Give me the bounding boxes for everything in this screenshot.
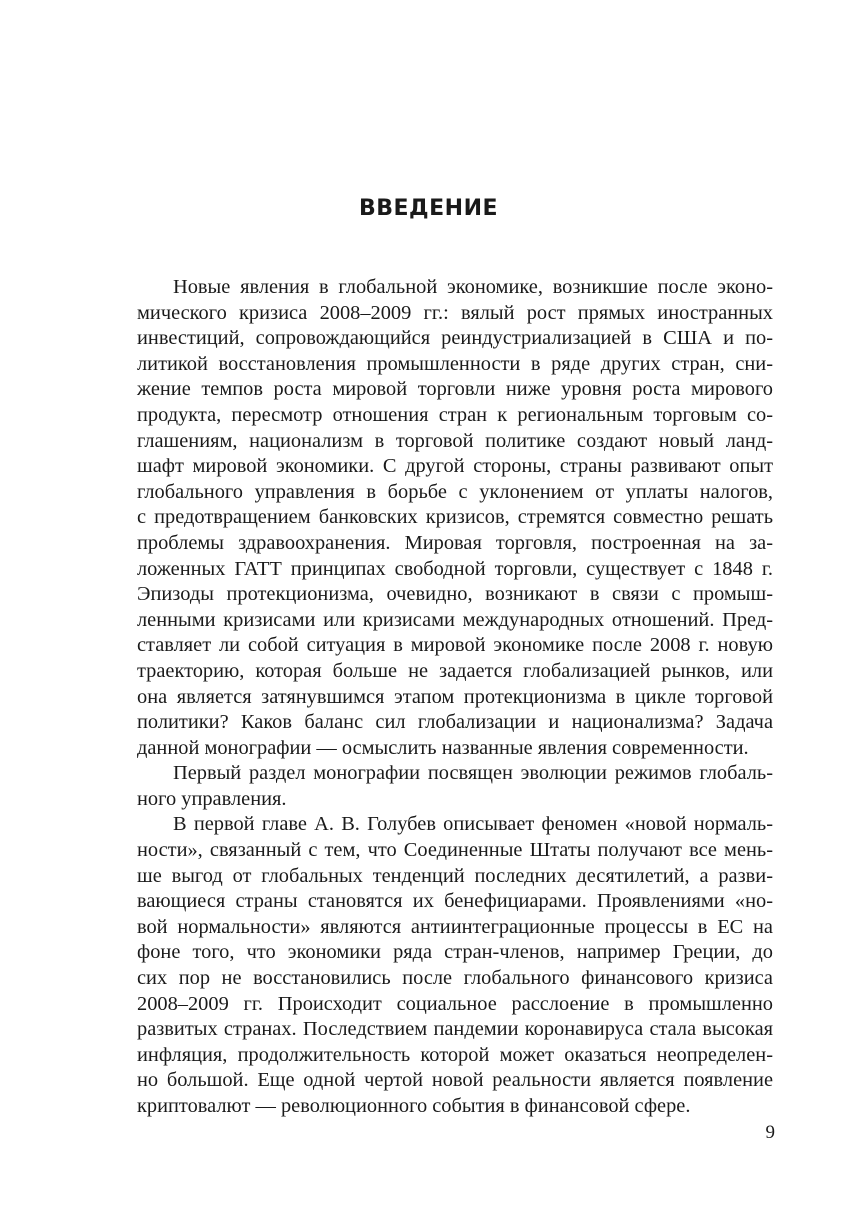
text-line: фоне того, что экономики ряда стран-членов, например Греции, до	[137, 941, 773, 964]
text-line: 2008–2009 гг. Происходит социальное расслоение в промышленно	[137, 992, 773, 1015]
paragraph	[101, 812, 773, 1119]
text-line: проблемы здравоохранения. Мировая торговля, построенная на за-	[137, 531, 773, 554]
text-line: инфляция, продолжительность которой может оказаться неопределен-	[137, 1043, 773, 1066]
page-number: 9	[765, 1122, 775, 1143]
text-line: данной монографии — осмыслить названные явления современности.	[137, 736, 749, 759]
text-line: мического кризиса 2008–2009 гг.: вялый рост прямых иностранных	[137, 301, 773, 324]
text-line: Новые явления в глобальной экономике, возникшие после эконо-	[173, 276, 773, 298]
text-line: траекторию, которая больше не задается глобализацией рынков, или	[137, 659, 773, 682]
text-line: криптовалют — революционного события в финансовой сфере.	[137, 1095, 691, 1117]
paragraph	[101, 275, 773, 761]
text-line: ше выгод от глобальных тенденций последних десятилетий, а разви-	[137, 864, 773, 887]
text-line: глобального управления в борьбе с уклонением от уплаты налогов,	[137, 480, 773, 503]
text-line: она является затянувшимся этапом протекционизма в цикле торговой	[137, 685, 773, 708]
text-line: ного управления.	[137, 787, 287, 810]
text-line: ставляет ли собой ситуация в мировой экономике после 2008 г. новую	[137, 634, 773, 657]
text-line: с предотвращением банковских кризисов, стремятся совместно решать	[137, 506, 773, 529]
text-line: политики? Каков баланс сил глобализации и национализма? Задача	[137, 711, 773, 734]
text-line: ности», связанный с тем, что Соединенные Штаты получают все мень-	[137, 839, 773, 862]
body-text	[101, 275, 773, 1120]
text-line: Первый раздел монографии посвящен эволюции режимов глобаль-	[173, 762, 773, 785]
text-line: инвестиций, сопровождающийся реиндустриализацией в США и по-	[137, 327, 773, 350]
text-line: ленными кризисами или кризисами международных отношений. Пред-	[137, 608, 773, 631]
text-line: продукта, пересмотр отношения стран к региональным торговым со-	[137, 403, 773, 426]
text-line: но большой. Еще одной чертой новой реальности является появление	[137, 1069, 773, 1092]
text-line: жение темпов роста мировой торговли ниже уровня роста мирового	[137, 378, 773, 401]
text-line: ложенных ГАТТ принципах свободной торговли, существует с 1848 г.	[137, 557, 773, 580]
text-line: литикой восстановления промышленности в ряде других стран, сни-	[137, 352, 773, 375]
text-line: сих пор не восстановились после глобального финансового кризиса	[137, 967, 773, 990]
text-line: шафт мировой экономики. С другой стороны, страны развивают опыт	[137, 455, 773, 478]
text-line: вающиеся страны становятся их бенефициарами. Проявлениями «но-	[137, 890, 773, 913]
text-line: В первой главе А. В. Голубев описывает феномен «новой нормаль-	[173, 813, 773, 836]
text-line: глашениям, национализм в торговой политике создают новый ланд-	[137, 429, 773, 452]
paragraph	[101, 761, 773, 812]
chapter-title: ВВЕДЕНИЕ	[358, 196, 499, 221]
text-line: развитых странах. Последствием пандемии коронавируса стала высокая	[137, 1018, 773, 1041]
text-line: Эпизоды протекционизма, очевидно, возникают в связи с промыш-	[137, 583, 773, 606]
text-line: вой нормальности» являются антиинтеграционные процессы в ЕС на	[137, 915, 773, 938]
